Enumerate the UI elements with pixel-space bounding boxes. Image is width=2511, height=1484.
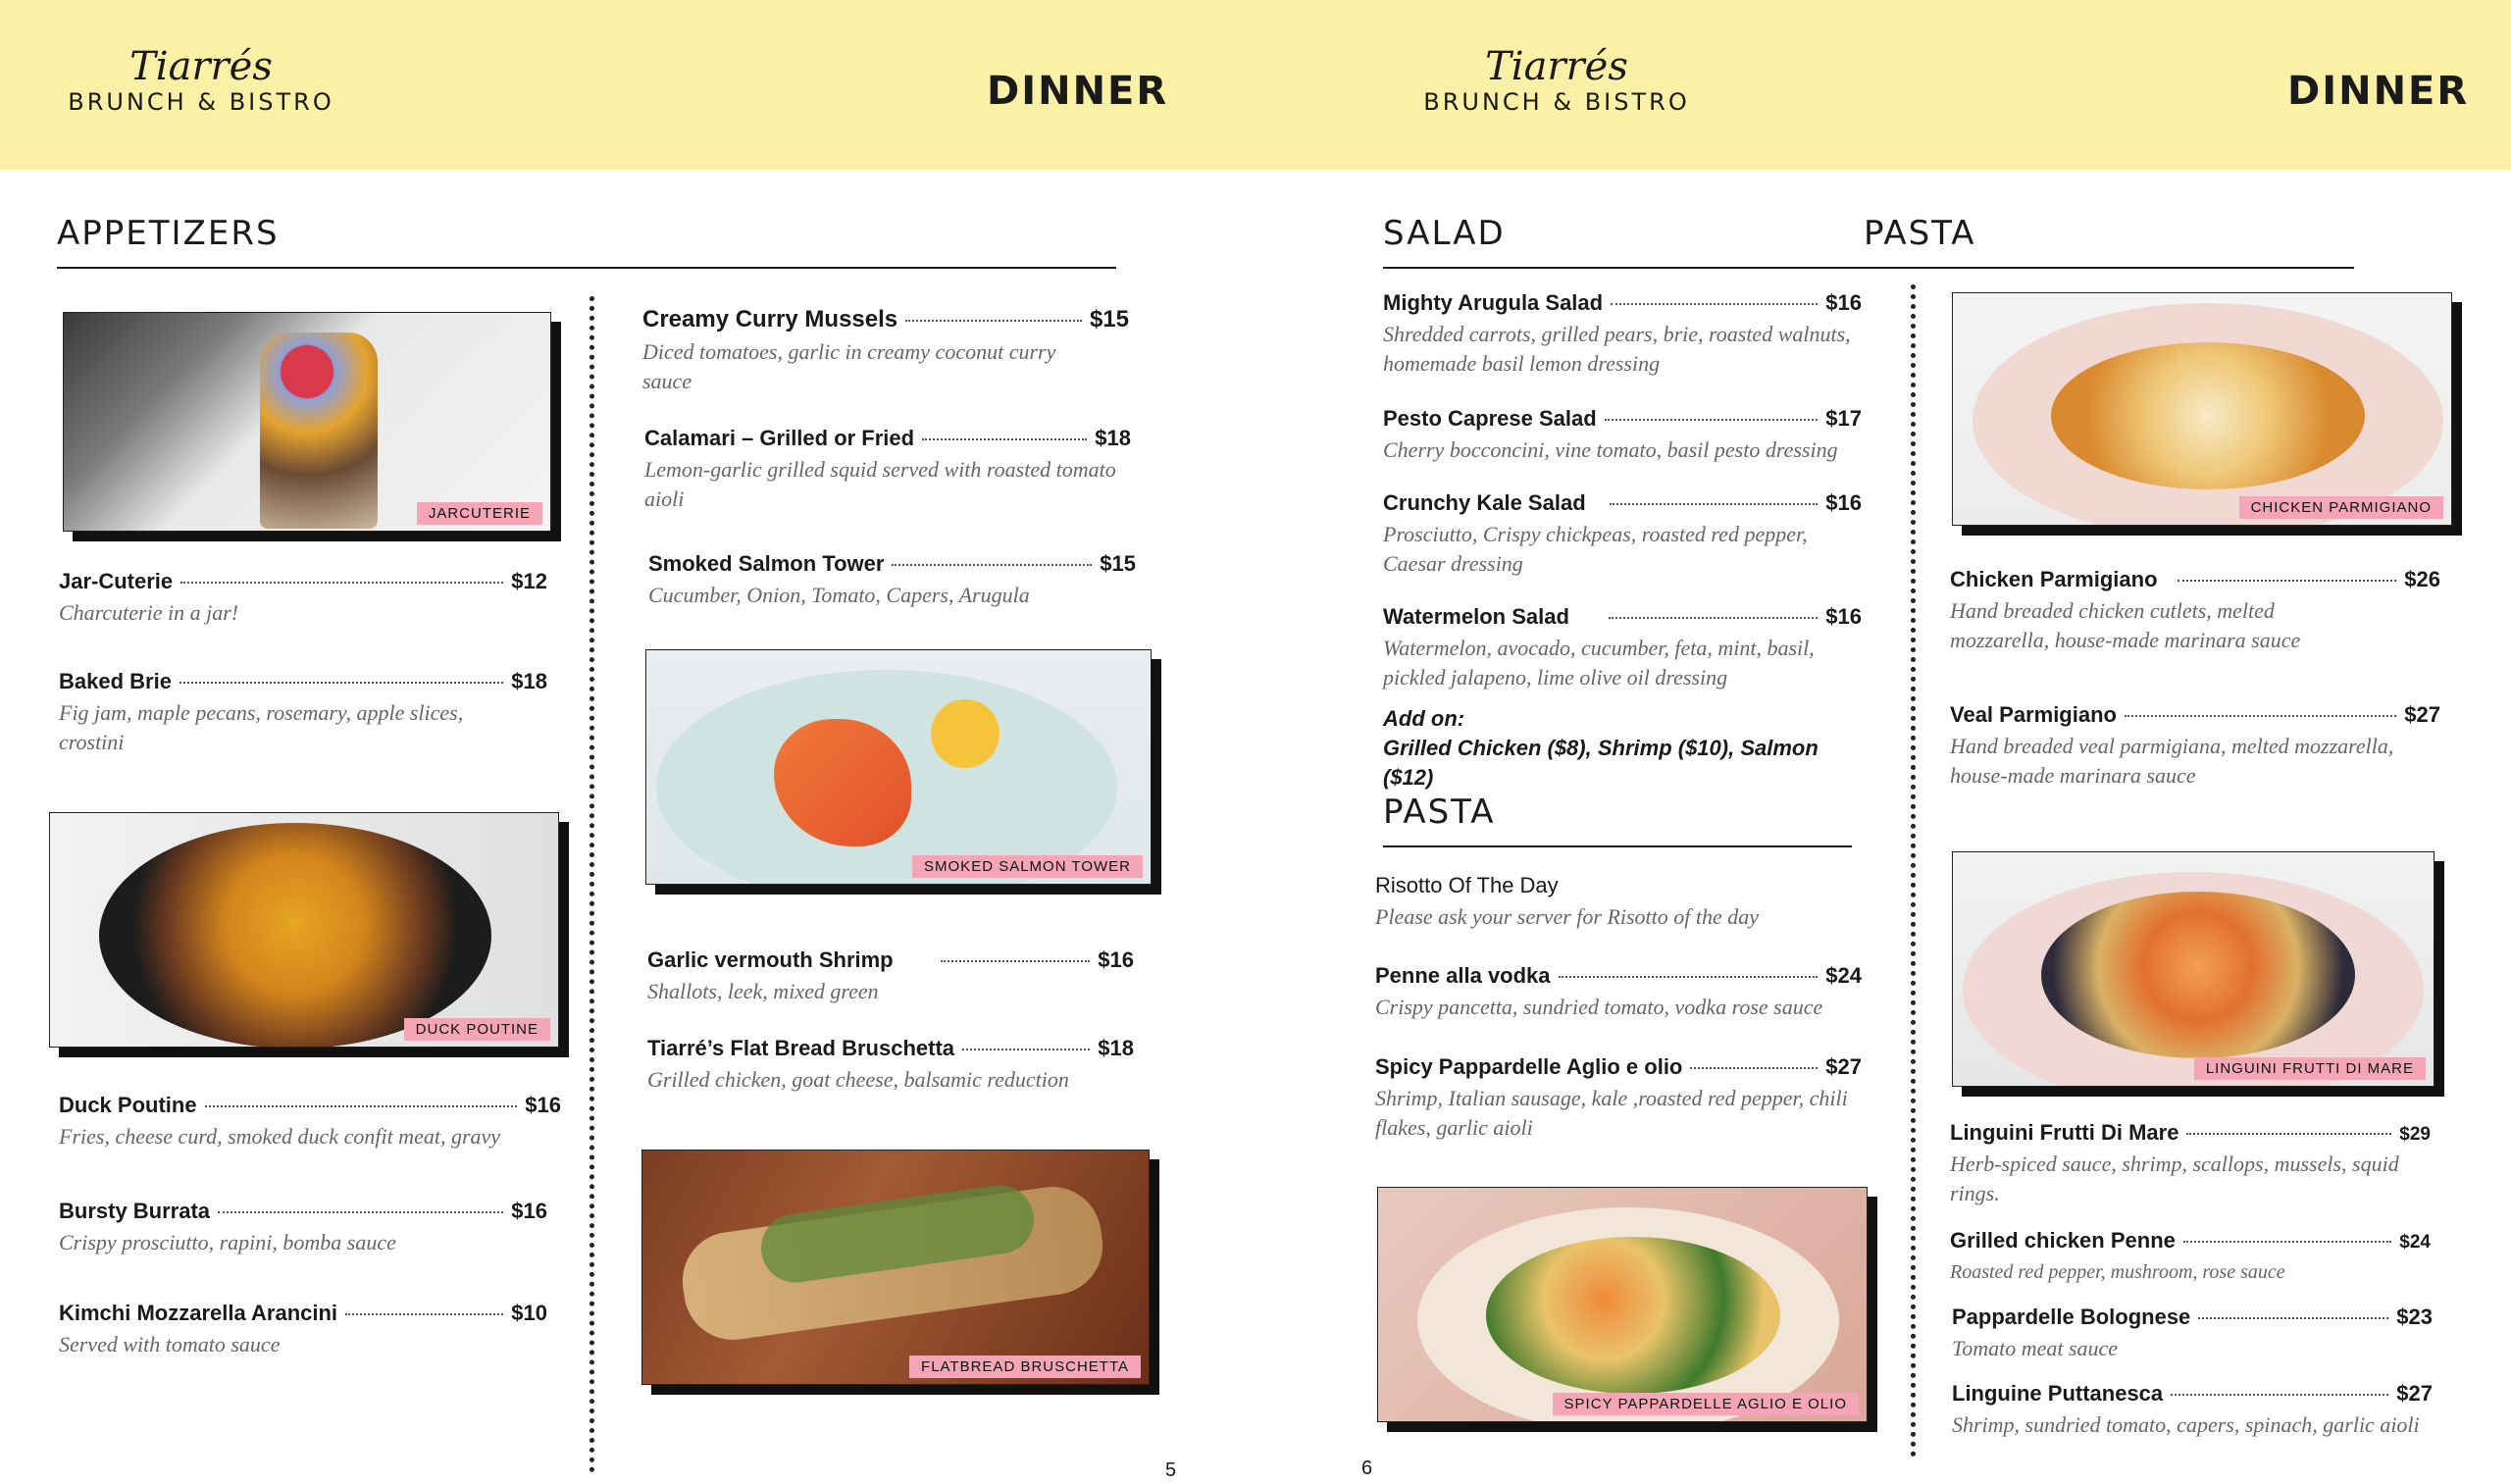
item-name: Tiarré’s Flat Bread Bruschetta — [647, 1036, 955, 1060]
addon-text: Grilled Chicken ($8), Shrimp ($10), Salmon ($12) — [1383, 736, 1819, 790]
item-description: Shredded carrots, grilled pears, brie, roasted walnuts, homemade basil lemon dressing — [1383, 322, 1851, 376]
item-name: Duck Poutine — [59, 1093, 197, 1117]
item-description: Lemon-garlic grilled squid served with roasted tomato aioli — [644, 457, 1116, 511]
item-price: $24 — [1825, 963, 1862, 988]
item-price: $18 — [511, 669, 547, 693]
item-description: Shrimp, sundried tomato, capers, spinach, garlic aioli — [1952, 1412, 2420, 1437]
item-price: $16 — [525, 1093, 561, 1117]
item-description: Roasted red pepper, mushroom, rose sauce — [1950, 1261, 2285, 1283]
item-price: $18 — [1098, 1036, 1134, 1060]
logo-subtitle: BRUNCH & BISTRO — [68, 88, 334, 116]
logo-script: Tiarrés — [1485, 44, 1628, 89]
logo-script: Tiarrés — [129, 44, 273, 89]
item-price: $16 — [1825, 290, 1862, 315]
item-price: $15 — [1100, 551, 1136, 576]
menu-item — [59, 1093, 561, 1151]
item-price: $16 — [511, 1199, 547, 1223]
item-description: Fries, cheese curd, smoked duck confit meat, gravy — [59, 1124, 501, 1149]
menu-item — [59, 569, 547, 628]
flatbread-photo — [641, 1150, 1150, 1385]
item-description: Herb-spiced sauce, shrimp, scallops, mussels, squid rings. — [1950, 1151, 2399, 1205]
item-name: Veal Parmigiano — [1950, 702, 2117, 727]
item-name: Pesto Caprese Salad — [1383, 406, 1597, 431]
restaurant-logo — [1414, 44, 1699, 116]
item-name: Kimchi Mozzarella Arancini — [59, 1301, 338, 1325]
item-price: $27 — [1825, 1054, 1862, 1079]
item-price: $16 — [1825, 604, 1862, 629]
pasta-title: PASTA — [1864, 214, 2354, 269]
item-price: $16 — [1825, 490, 1862, 515]
item-name: Spicy Pappardelle Aglio e olio — [1375, 1054, 1683, 1079]
photo-caption: LINGUINI FRUTTI DI MARE — [2194, 1057, 2426, 1080]
dinner-heading: DINNER — [987, 69, 1169, 114]
jarcuterie-photo — [63, 312, 551, 532]
menu-item — [1950, 702, 2440, 791]
logo-subtitle: BRUNCH & BISTRO — [1423, 88, 1690, 116]
item-description: Served with tomato sauce — [59, 1332, 281, 1356]
appetizers-title: APPETIZERS — [57, 214, 1116, 269]
column-divider — [589, 296, 594, 1473]
menu-item — [1950, 1120, 2431, 1208]
item-price: $10 — [511, 1301, 547, 1325]
item-name: Watermelon Salad — [1383, 604, 1569, 629]
page-number: 6 — [1361, 1458, 1373, 1479]
item-price: $15 — [1089, 306, 1129, 333]
item-name: Calamari – Grilled or Fried — [644, 426, 915, 450]
menu-page-6 — [1256, 0, 2511, 1484]
item-description: Fig jam, maple pecans, rosemary, apple slices, crostini — [59, 700, 464, 754]
item-price: $29 — [2399, 1124, 2431, 1145]
menu-item — [642, 306, 1129, 396]
item-description: Crispy pancetta, sundried tomato, vodka rose sauce — [1375, 995, 1823, 1019]
photo-caption: SPICY PAPPARDELLE AGLIO E OLIO — [1553, 1393, 1859, 1415]
addon-label: Add on: — [1383, 706, 1465, 731]
chicken-parmigiano-photo — [1952, 292, 2452, 526]
item-name: Garlic vermouth Shrimp — [647, 947, 894, 972]
menu-item — [1383, 604, 1862, 692]
item-price: $24 — [2399, 1232, 2431, 1253]
menu-item — [1952, 1381, 2433, 1440]
item-name: Creamy Curry Mussels — [642, 306, 898, 333]
menu-item — [59, 1301, 547, 1359]
menu-item — [1950, 1228, 2431, 1287]
item-description: Cucumber, Onion, Tomato, Capers, Arugula — [648, 583, 1030, 607]
item-name: Linguine Puttanesca — [1952, 1381, 2164, 1406]
menu-item — [647, 1036, 1134, 1095]
item-description: Grilled chicken, goat cheese, balsamic reduction — [647, 1067, 1069, 1092]
menu-item — [59, 669, 547, 757]
photo-caption: CHICKEN PARMIGIANO — [2239, 496, 2443, 519]
pasta-title-mid: PASTA — [1383, 793, 1852, 847]
item-price: $27 — [2404, 702, 2440, 727]
linguini-photo — [1952, 851, 2434, 1087]
menu-item — [1375, 963, 1862, 1022]
menu-item — [1383, 490, 1862, 579]
item-description: Prosciutto, Crispy chickpeas, roasted red pepper, Caesar dressing — [1383, 522, 1808, 576]
item-name: Grilled chicken Penne — [1950, 1228, 2176, 1253]
photo-caption: DUCK POUTINE — [404, 1018, 550, 1041]
menu-item — [1383, 290, 1862, 379]
item-description: Watermelon, avocado, cucumber, feta, mint, basil, pickled jalapeno, lime olive oil dressing — [1383, 636, 1815, 690]
item-price: $16 — [1098, 947, 1134, 972]
item-description: Please ask your server for Risotto of the day — [1375, 904, 1760, 929]
item-description: Shallots, leek, mixed green — [647, 979, 879, 1003]
restaurant-logo — [59, 44, 343, 116]
item-name: Baked Brie — [59, 669, 172, 693]
photo-caption: JARCUTERIE — [417, 502, 542, 525]
spicy-pappardelle-photo — [1377, 1187, 1868, 1422]
menu-item — [1952, 1305, 2433, 1363]
item-description: Cherry bocconcini, vine tomato, basil pesto dressing — [1383, 437, 1838, 462]
dinner-heading: DINNER — [2287, 69, 2470, 114]
item-description: Crispy prosciutto, rapini, bomba sauce — [59, 1230, 396, 1254]
salad-title: SALAD — [1383, 214, 1864, 269]
item-name: Linguini Frutti Di Mare — [1950, 1120, 2179, 1145]
menu-item — [647, 947, 1134, 1006]
item-price: $18 — [1095, 426, 1131, 450]
item-description: Charcuterie in a jar! — [59, 600, 239, 625]
menu-item — [59, 1199, 547, 1257]
item-description: Hand breaded veal parmigiana, melted mozzarella, house-made marinara sauce — [1950, 734, 2394, 788]
item-name: Risotto Of The Day — [1375, 873, 1559, 897]
item-price: $26 — [2404, 567, 2440, 591]
item-price: $27 — [2396, 1381, 2433, 1406]
item-name: Chicken Parmigiano — [1950, 567, 2158, 591]
item-name: Mighty Arugula Salad — [1383, 290, 1604, 315]
photo-caption: FLATBREAD BRUSCHETTA — [909, 1356, 1141, 1378]
column-divider — [1911, 284, 1916, 1458]
item-price: $17 — [1825, 406, 1862, 431]
item-name: Crunchy Kale Salad — [1383, 490, 1586, 515]
item-name: Pappardelle Bolognese — [1952, 1305, 2191, 1329]
photo-caption: SMOKED SALMON TOWER — [912, 855, 1143, 878]
item-description: Hand breaded chicken cutlets, melted mozzarella, house-made marinara sauce — [1950, 598, 2301, 652]
menu-item — [1383, 406, 1862, 465]
item-description: Tomato meat sauce — [1952, 1336, 2119, 1360]
menu-item — [648, 551, 1136, 610]
menu-item — [644, 426, 1131, 514]
menu-item — [1375, 1054, 1862, 1143]
smoked-salmon-photo — [645, 649, 1152, 885]
page-number: 5 — [1165, 1459, 1177, 1481]
duck-poutine-photo — [49, 812, 559, 1048]
menu-item — [1375, 873, 1862, 932]
menu-item — [1950, 567, 2440, 655]
item-price: $12 — [511, 569, 547, 593]
item-description: Diced tomatoes, garlic in creamy coconut curry sauce — [642, 339, 1056, 393]
item-name: Penne alla vodka — [1375, 963, 1551, 988]
item-name: Smoked Salmon Tower — [648, 551, 885, 576]
addon-block — [1383, 704, 1873, 793]
item-description: Shrimp, Italian sausage, kale ,roasted red pepper, chili flakes, garlic aioli — [1375, 1086, 1848, 1140]
item-price: $23 — [2396, 1305, 2433, 1329]
item-name: Bursty Burrata — [59, 1199, 211, 1223]
item-name: Jar-Cuterie — [59, 569, 174, 593]
